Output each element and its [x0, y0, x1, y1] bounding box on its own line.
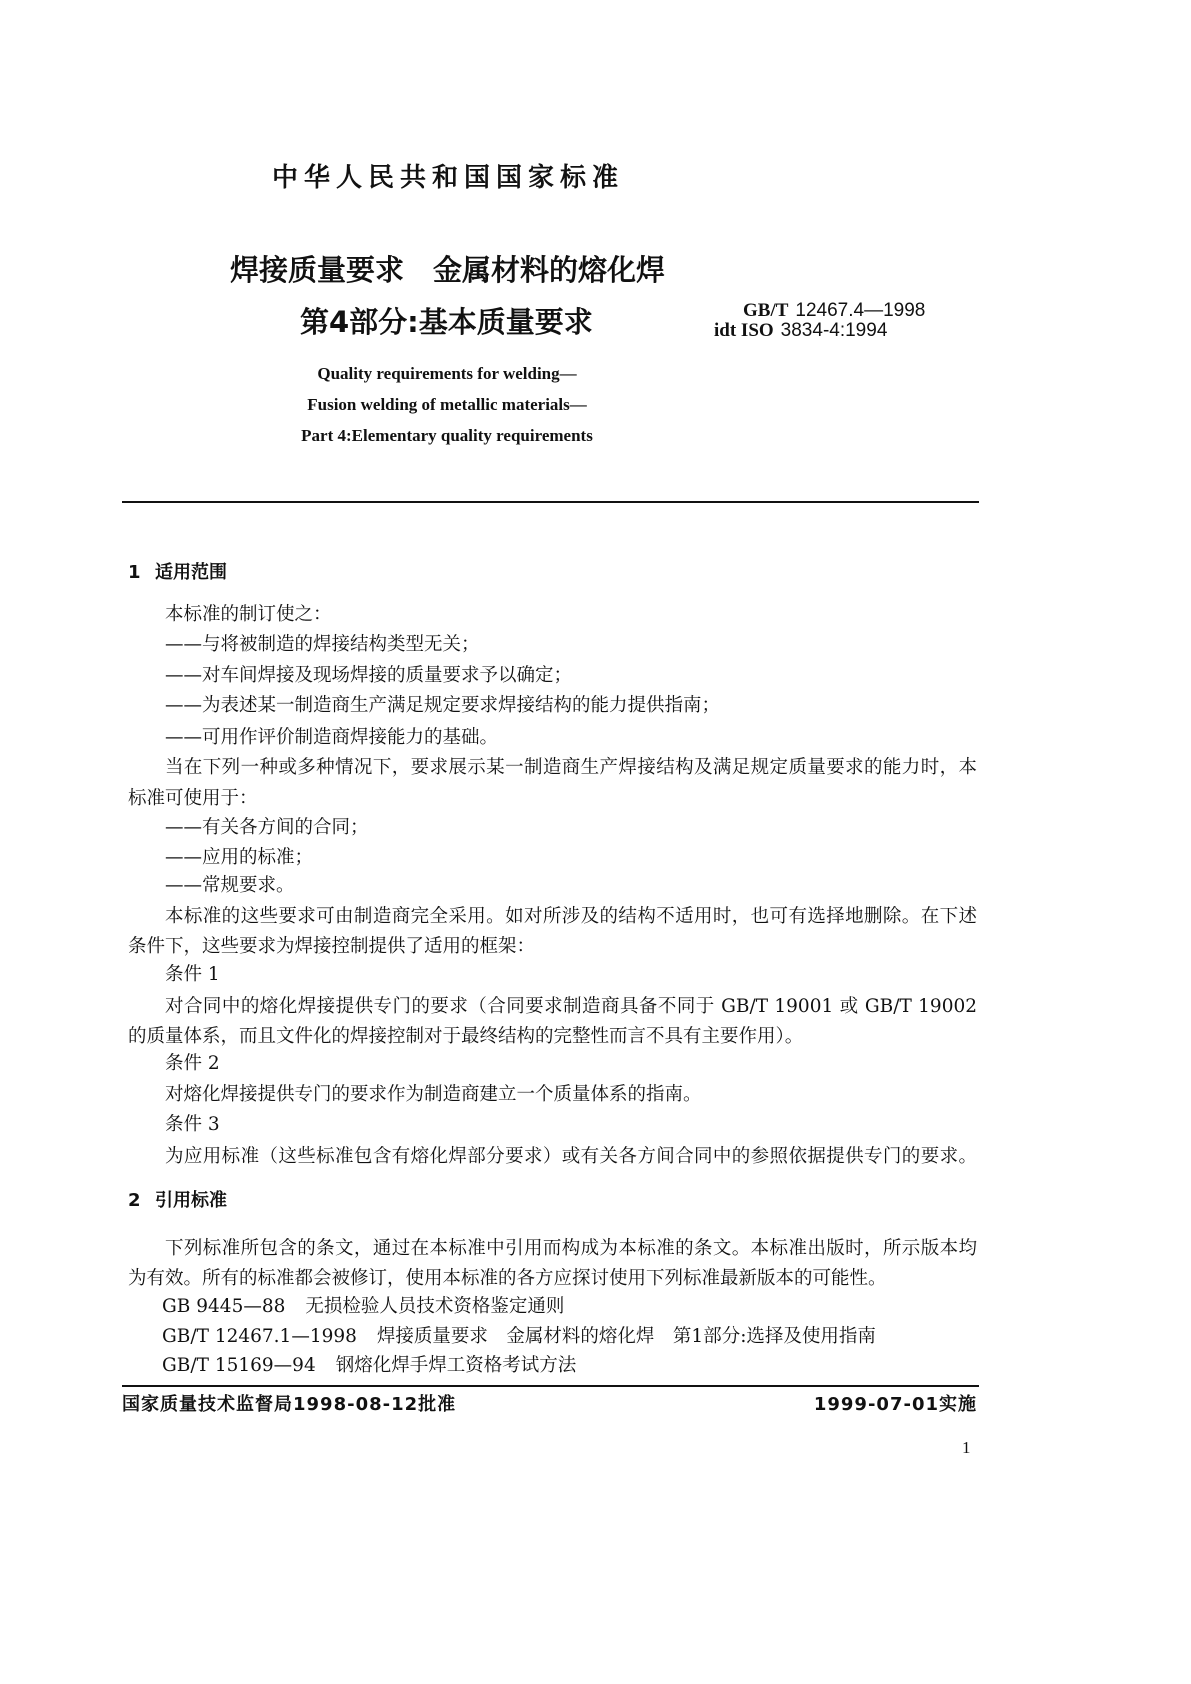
section-number: 1: [128, 562, 141, 583]
reference-item: [162, 1355, 576, 1377]
adoption-prefix: idt ISO: [714, 320, 774, 341]
list-item: ——可用作评价制造商焊接能力的基础。: [165, 727, 499, 748]
list-item: ——与将被制造的焊接结构类型无关；: [165, 634, 480, 655]
footer-divider: [122, 1385, 979, 1387]
page-number: 1: [962, 1438, 971, 1457]
adoption-number: 3834-4:1994: [780, 320, 888, 341]
zh-title-line-1: 焊接质量要求 金属材料的熔化焊: [230, 253, 666, 287]
body-line: 为应用标准（这些标准包含有熔化焊部分要求）或有关各方间合同中的参照依据提供专门的要求。: [165, 1146, 977, 1167]
implementation-date: 1999-07-01实施: [813, 1394, 977, 1415]
body-line: 下列标准所包含的条文，通过在本标准中引用而构成为本标准的条文。本标准出版时，所示版本均: [165, 1238, 977, 1259]
reference-item: [162, 1326, 876, 1348]
en-title-line-2: Fusion welding of metallic materials—: [307, 395, 587, 414]
reference-title: 焊接质量要求 金属材料的熔化焊 第1部分:选择及使用指南: [376, 1326, 876, 1347]
condition-label: 条件 3: [165, 1114, 220, 1135]
adoption-designation: [714, 320, 887, 342]
body-line: 对合同中的熔化焊接提供专门的要求（合同要求制造商具备不同于 GB/T 19001 或 GB/T 19002: [165, 996, 977, 1017]
body-line: 条件下，这些要求为焊接控制提供了适用的框架：: [128, 936, 536, 957]
section-number: 2: [128, 1190, 141, 1211]
body-line: 标准可使用于：: [128, 788, 258, 809]
designation-number: 12467.4—1998: [795, 300, 926, 321]
section-title: 适用范围: [155, 562, 227, 583]
zh-title-line-2: 第4部分:基本质量要求: [300, 305, 593, 339]
reference-code: GB/T 12467.1—1998: [162, 1326, 357, 1347]
en-title-line-3: Part 4:Elementary quality requirements: [301, 426, 593, 445]
reference-code: GB/T 15169—94: [162, 1355, 316, 1376]
list-item: ——为表述某一制造商生产满足规定要求焊接结构的能力提供指南；: [165, 695, 721, 716]
body-line: 的质量体系，而且文件化的焊接控制对于最终结构的完整性而言不具有主要作用）。: [128, 1026, 804, 1047]
condition-label: 条件 2: [165, 1053, 220, 1074]
country-standard-header: 中华人民共和国国家标准: [272, 163, 625, 193]
section-title: 引用标准: [155, 1190, 227, 1211]
section-heading-normative-references: [128, 1190, 227, 1212]
reference-code: GB 9445—88: [162, 1296, 286, 1317]
body-line: 本标准的这些要求可由制造商完全采用。如对所涉及的结构不适用时，也可有选择地删除。在下述: [165, 906, 977, 927]
list-item: ——常规要求。: [165, 875, 295, 896]
en-title-line-1: Quality requirements for welding—: [317, 364, 577, 383]
list-item: ——应用的标准；: [165, 847, 314, 868]
approval-statement: 国家质量技术监督局1998-08-12批准: [122, 1394, 457, 1415]
body-line: 本标准的制订使之：: [165, 604, 332, 625]
standard-designation: [743, 300, 925, 322]
reference-item: [162, 1296, 564, 1318]
reference-title: 钢熔化焊手焊工资格考试方法: [335, 1355, 577, 1376]
body-line: 当在下列一种或多种情况下，要求展示某一制造商生产焊接结构及满足规定质量要求的能力时，本: [165, 757, 977, 778]
reference-title: 无损检验人员技术资格鉴定通则: [305, 1296, 565, 1317]
list-item: ——对车间焊接及现场焊接的质量要求予以确定；: [165, 665, 573, 686]
header-divider: [122, 501, 979, 503]
section-heading-scope: [128, 562, 227, 584]
condition-label: 条件 1: [165, 964, 220, 985]
designation-prefix: GB/T: [743, 300, 789, 321]
list-item: ——有关各方间的合同；: [165, 817, 369, 838]
body-line: 为有效。所有的标准都会被修订，使用本标准的各方应探讨使用下列标准最新版本的可能性。: [128, 1268, 887, 1289]
body-line: 对熔化焊接提供专门的要求作为制造商建立一个质量体系的指南。: [165, 1084, 702, 1105]
